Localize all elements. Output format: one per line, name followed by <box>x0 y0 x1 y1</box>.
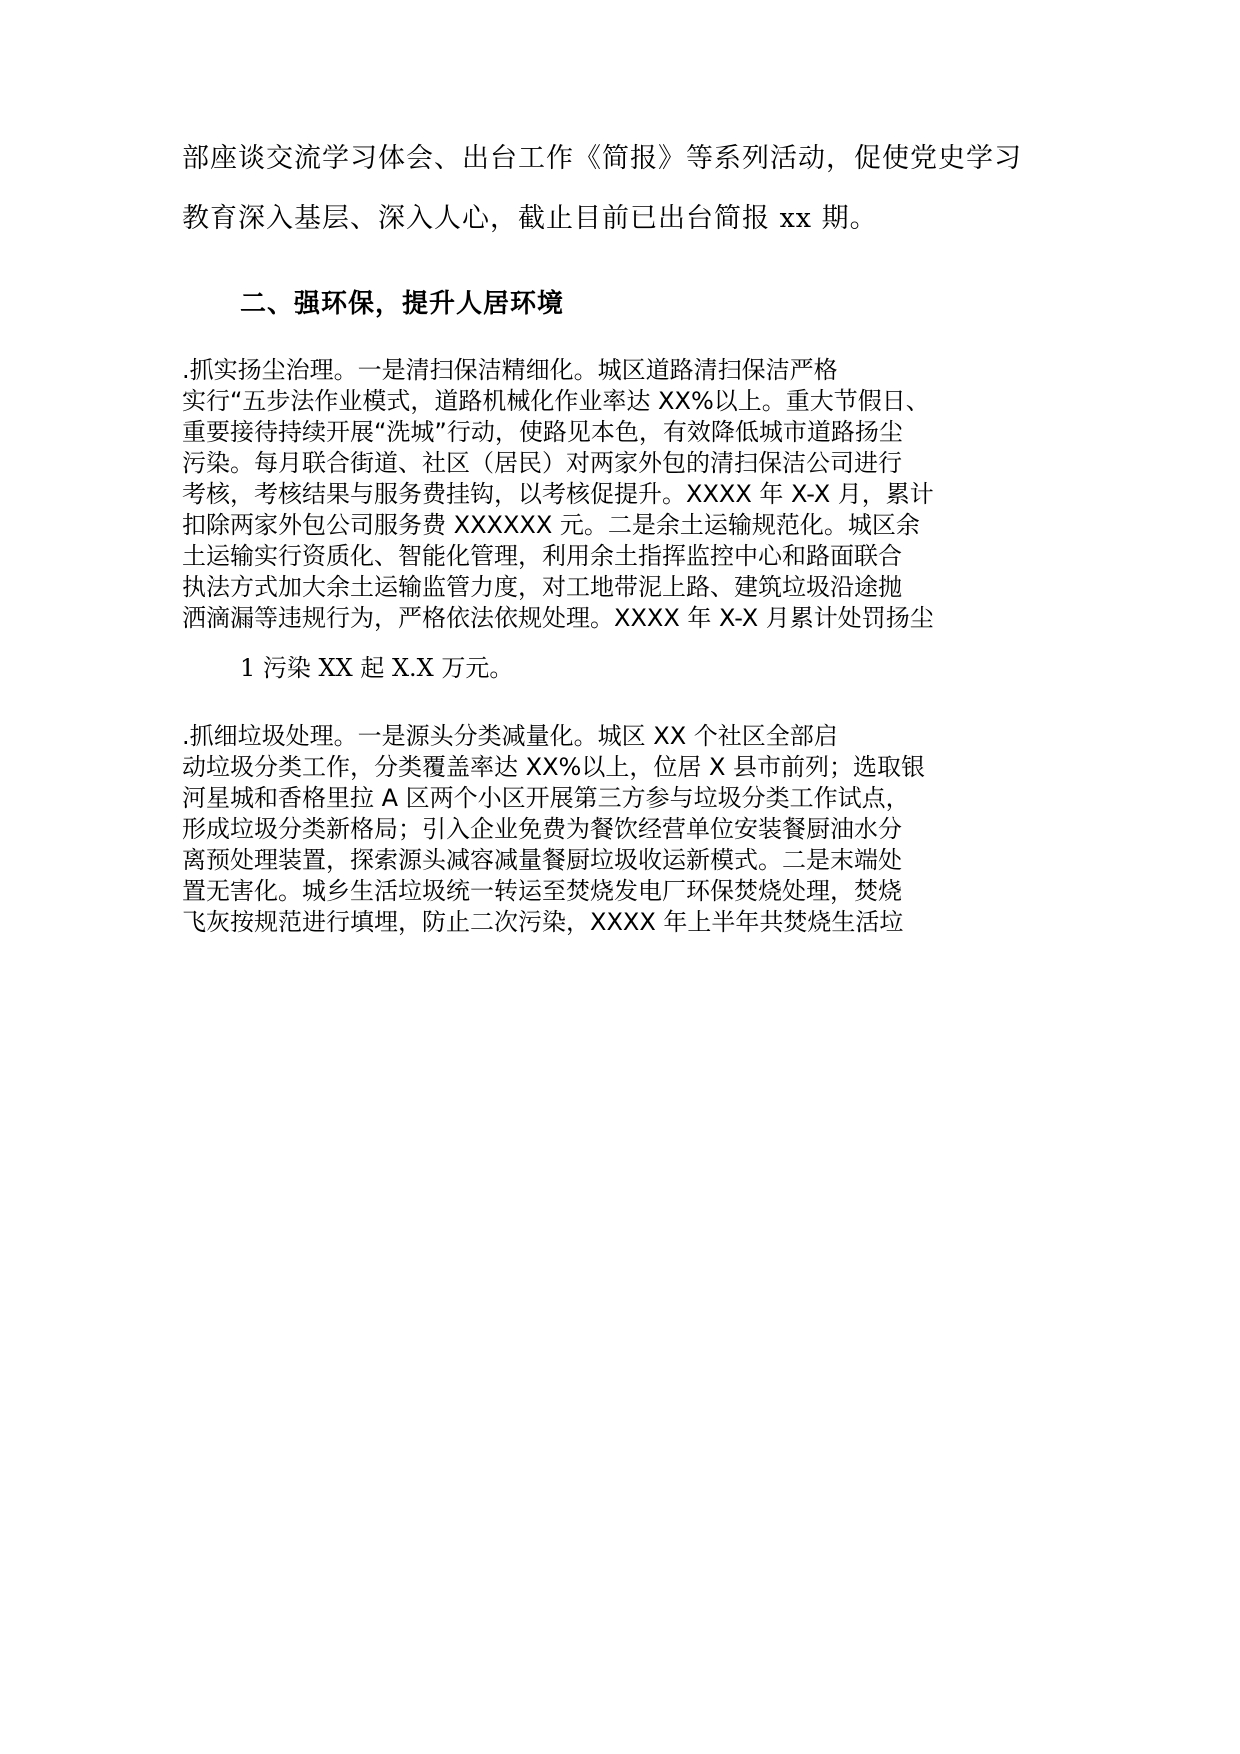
footnote-line: 1 污染 XX 起 X.X 万元。 <box>240 654 514 682</box>
paragraph2-line-3: 河星城和香格里拉 A 区两个小区开展第三方参与垃圾分类工作试点， <box>182 784 910 812</box>
paragraph1-line-8: 执法方式加大余土运输监管力度，对工地带泥上路、建筑垃圾沿途抛 <box>182 573 902 601</box>
paragraph1-line-3: 重要接待持续开展“洗城”行动，使路见本色，有效降低城市道路扬尘 <box>182 418 903 446</box>
paragraph1-line-6: 扣除两家外包公司服务费 XXXXXX 元。二是余土运输规范化。城区余 <box>182 511 920 539</box>
paragraph2-line-1: .抓细垃圾处理。一是源头分类减量化。城区 XX 个社区全部启 <box>182 722 838 750</box>
paragraph1-line-5: 考核，考核结果与服务费挂钩，以考核促提升。XXXX 年 X-X 月，累计 <box>182 480 934 508</box>
intro-line-2: 教育深入基层、深入人心，截止目前已出台简报 xx 期。 <box>182 203 878 234</box>
paragraph2-line-5: 离预处理装置，探索源头减容减量餐厨垃圾收运新模式。二是末端处 <box>182 846 902 874</box>
paragraph2-line-2: 动垃圾分类工作，分类覆盖率达 XX%以上，位居 X 县市前列；选取银 <box>182 753 926 781</box>
paragraph1-line-7: 土运输实行资质化、智能化管理，利用余土指挥监控中心和路面联合 <box>182 542 902 570</box>
paragraph1-line-1: .抓实扬尘治理。一是清扫保洁精细化。城区道路清扫保洁严格 <box>182 356 838 384</box>
paragraph2-line-7: 飞灰按规范进行填埋，防止二次污染，XXXX 年上半年共焚烧生活垃 <box>182 908 904 936</box>
paragraph2-line-6: 置无害化。城乡生活垃圾统一转运至焚烧发电厂环保焚烧处理，焚烧 <box>182 877 902 905</box>
intro-line-1: 部座谈交流学习体会、出台工作《简报》等系列活动，促使党史学习 <box>182 143 1022 174</box>
section-heading: 二、强环保，提升人居环境 <box>240 289 565 319</box>
paragraph1-line-9: 洒滴漏等违规行为，严格依法依规处理。XXXX 年 X-X 月累计处罚扬尘 <box>182 604 934 632</box>
paragraph2-line-4: 形成垃圾分类新格局；引入企业免费为餐饮经营单位安装餐厨油水分 <box>182 815 902 843</box>
paragraph1-line-2: 实行“五步法作业模式，道路机械化作业率达 XX%以上。重大节假日、 <box>182 387 930 415</box>
paragraph1-line-4: 污染。每月联合街道、社区（居民）对两家外包的清扫保洁公司进行 <box>182 449 902 477</box>
